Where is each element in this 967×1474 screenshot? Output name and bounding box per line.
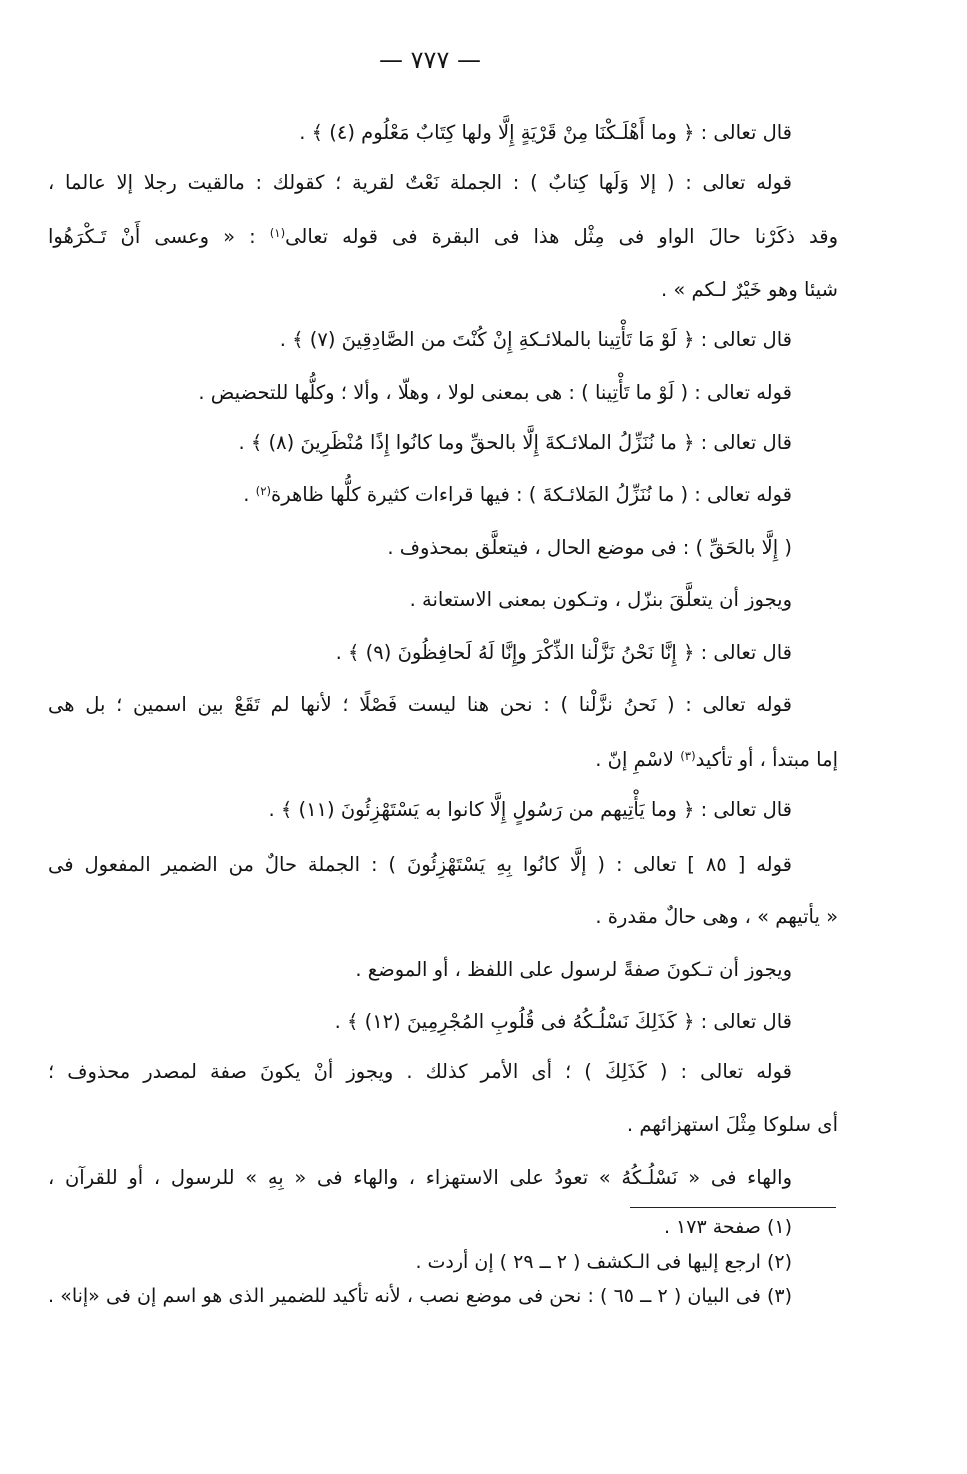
commentary-line: أى سلوكا مِثْلَ استهزائهم . [626, 1113, 838, 1136]
footnote: (١) صفحة ١٧٣ . [663, 1216, 792, 1238]
commentary-line: شيئا وهو خَيْرٌ لـكم » . [660, 278, 838, 301]
commentary-line: قوله تعالى : ( كَذَلِكَ ) ؛ أى الأمر كذلك . ويجوز أنْ يكونَ صفة لمصدر محذوف ؛ [48, 1060, 792, 1083]
footnote: (٢) ارجع إليها فى الـكشف ( ٢ ــ ٢٩ ) إن أردت . [415, 1251, 792, 1273]
commentary-line [48, 217, 838, 257]
line-text: لاسْمِ إنّ . [595, 748, 681, 771]
commentary-line [48, 740, 838, 780]
verse-line: قال تعالى : ﴿ وما أَهْلَـكْنَا مِنْ قَرْيَةٍ إِلَّا ولها كِتَابٌ مَعْلُوم (٤) ﴾ . [299, 121, 792, 144]
commentary-line: والهاء فى « نَسْلُـكُهُ » تعودُ على الاستهزاء ، والهاء فى « بِهِ » للرسول ، أو للقرآن ، [48, 1166, 792, 1189]
line-text: إما مبتدأ ، أو تأكيد [695, 748, 838, 771]
commentary-line: ( إِلَّا بالحَقِّ ) : فى موضع الحال ، فيتعلَّق بمحذوف . [387, 536, 792, 559]
commentary-line: ويجوز أن يتعلَّقَ بنزّل ، وتـكون بمعنى الاستعانة . [409, 588, 792, 611]
line-text: وقد ذكَرْنا حالَ الواو فى مِثْل هذا فى البقرة فى قوله تعالى [285, 225, 838, 248]
footnote: (٣) فى البيان ( ٢ ــ ٦٥ ) : نحن فى موضع نصب ، لأنه تأكيد للضمير الذى هو اسم إن فى «إنا» . [48, 1285, 792, 1307]
commentary-line: قوله تعالى : ( إلا وَلَها كِتابٌ ) : الجملة نَعْتٌ لقرية ؛ كقولك : مالقيت رجلا إلا عالما ، [48, 171, 792, 194]
commentary-line: قوله [ ٨٥ ] تعالى : ( إلَّا كانُوا بِهِ يَسْتَهْزِئُونَ ) : الجملة حالٌ من الضمير المفعول فى [48, 853, 792, 876]
commentary-line [48, 475, 792, 515]
verse-line: قال تعالى : ﴿ لَوْ مَا تَأْتِينا بالملائـكةِ إِنْ كُنْتَ من الصَّادِقِينَ (٧) ﴾ . [279, 328, 792, 351]
verse-line: قال تعالى : ﴿ كَذَلِكَ نَسْلُـكُهُ فى قُلُوبِ المُجْرِمِينَ (١٢) ﴾ . [334, 1010, 792, 1033]
commentary-line: قوله تعالى : ( نَحنُ نزَّلْنا ) : نحن هنا ليست فَصْلًا ؛ لأنها لم تَقَعْ بين اسمين ؛ بل هى [48, 693, 792, 716]
footnote-ref: (٣) [680, 748, 696, 763]
footnote-ref: (٢) [255, 483, 272, 498]
page-number: — ٧٧٧ — [379, 46, 481, 74]
footnote-separator [630, 1207, 836, 1208]
verse-line: قال تعالى : ﴿ ما نُنَزِّلُ الملائـكةَ إِلَّا بالحقِّ وما كانُوا إِذًا مُنْظَرِينَ (٨) ﴾ . [238, 431, 792, 454]
verse-line: قال تعالى : ﴿ وما يَأْتِيهم من رَسُولٍ إِلَّا كانوا به يَسْتَهْزِئُونَ (١١) ﴾ . [268, 798, 792, 821]
commentary-line: ويجوز أن تـكونَ صفةً لرسول على اللفظ ، أو الموضع . [355, 958, 792, 981]
verse-line: قال تعالى : ﴿ إِنَّا نَحْنُ نَزَّلْنا الذِّكْرَ وإِنَّا لَهُ لَحافِظُونَ (٩) ﴾ . [335, 641, 792, 664]
line-text: : « وعسى أَنْ تَـكْرَهُوا [48, 225, 270, 248]
line-text: قوله تعالى : ( ما نُنَزِّلُ المَلائـكةَ ) : فيها قراءات كثيرة كلُّها ظاهرة [271, 483, 792, 506]
commentary-line: قوله تعالى : ( لَوْ ما تَأْتِينا ) : هى بمعنى لولا ، وهلّا ، وألا ؛ وكلُّها للتحضيض . [198, 381, 792, 404]
commentary-line: « يأتيهم » ، وهى حالٌ مقدرة . [595, 905, 838, 928]
footnote-ref: (١) [269, 225, 286, 240]
line-text: . [243, 483, 256, 506]
